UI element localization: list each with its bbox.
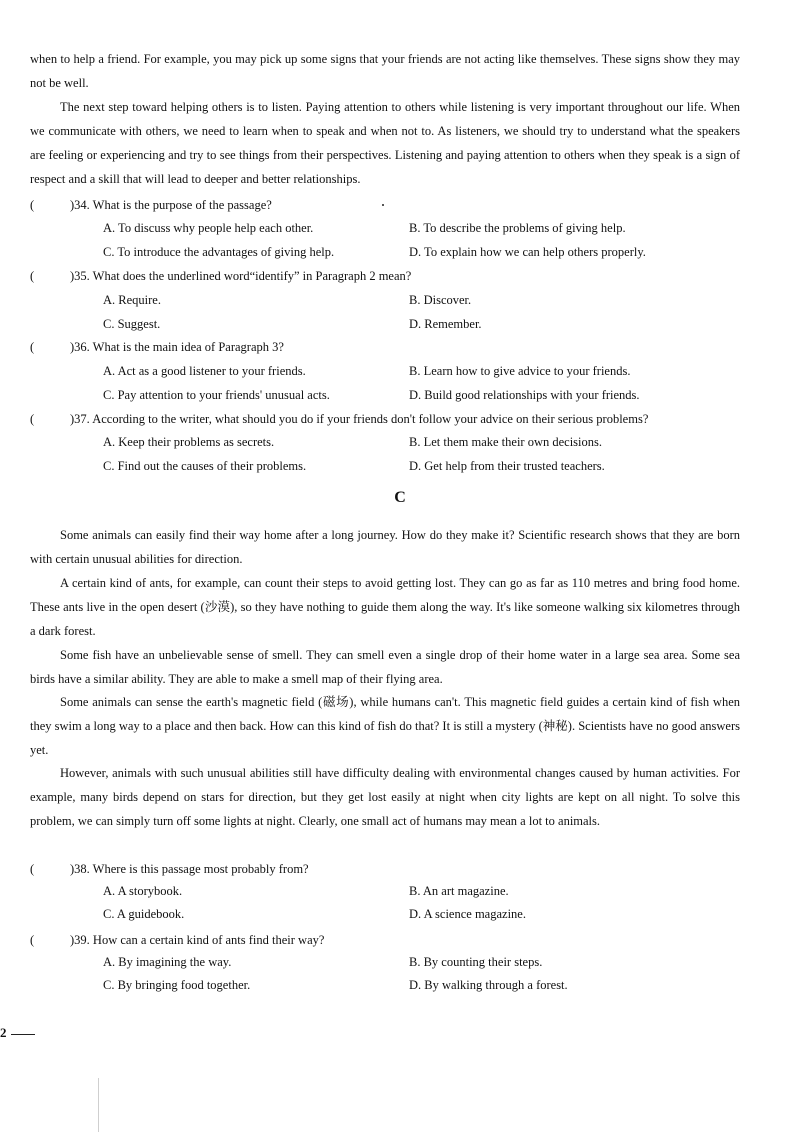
question-36-option-a: A. Act as a good listener to your friends. [103,364,306,378]
passage-c-paragraph-1: Some animals can easily find their way home after a long journey. How do they make it? Scientific research shows that they are born with certain unusual abilities for direction. [30,528,740,566]
question-36-option-b: B. Learn how to give advice to your friends. [409,364,631,378]
question-36-option-d: D. Build good relationships with your friends. [409,388,640,402]
question-36-option-c: C. Pay attention to your friends' unusual acts. [103,388,330,402]
question-35-stem: ( )35. What does the underlined word“identify” in Paragraph 2 mean? [30,269,412,283]
passage-c-paragraph-2: A certain kind of ants, for example, can count their steps to avoid getting lost. They can go as far as 110 metres and bring food home. These ants live in the open desert (沙漠), so they have nothing to guide them along the way. It's like someone walking six kilometres through a dark forest. [30,576,740,638]
question-37-option-a: A. Keep their problems as secrets. [103,435,275,449]
page-number: 2 [0,1025,35,1041]
question-34-option-b: B. To describe the problems of giving help. [409,221,626,235]
binding-line [98,1078,99,1132]
question-38-stem: ( )38. Where is this passage most probably from? [30,862,309,876]
page-number-dash [11,1034,35,1035]
passage-b-paragraph-2: The next step toward helping others is to listen. Paying attention to others while listening is very important throughout our life. When we communicate with others, we need to learn when to speak and when not to. As listeners, we should try to understand what the speakers are feeling or experiencing and try to see things from their perspectives. Listening and paying attention to others when they speak is a sign of respect and a skill that will lead to deeper and better relationships. [30,100,740,186]
question-38-option-a: A. A storybook. [103,884,183,898]
stray-dot [382,204,384,206]
question-35-option-c: C. Suggest. [103,317,161,331]
section-c-heading: C [394,489,406,506]
question-39-option-a: A. By imagining the way. [103,955,232,969]
question-36-stem: ( )36. What is the main idea of Paragraph 3? [30,340,284,354]
question-39-option-c: C. By bringing food together. [103,978,251,992]
question-35-option-a: A. Require. [103,293,161,307]
question-37-option-c: C. Find out the causes of their problems. [103,459,307,473]
question-34-option-a: A. To discuss why people help each other. [103,221,314,235]
question-35-option-b: B. Discover. [409,293,472,307]
question-39-option-b: B. By counting their steps. [409,955,543,969]
question-34-option-d: D. To explain how we can help others properly. [409,245,646,259]
passage-c-paragraph-5: However, animals with such unusual abilities still have difficulty dealing with environmental changes caused by human activities. For example, many birds depend on stars for direction, but they get lost easily at night when city lights are kept on all night. To solve this problem, we can simply turn off some lights at night. Clearly, one small act of humans may mean a lot to animals. [30,766,740,828]
passage-b-paragraph-1-tail: when to help a friend. For example, you may pick up some signs that your friends are not acting like themselves. These signs show they may not be well. [30,52,740,90]
passage-c-paragraph-3: Some fish have an unbelievable sense of smell. They can smell even a single drop of their home water in a large sea area. Some sea birds have a similar ability. They are able to make a smell map of their flying area. [30,648,740,686]
question-38-option-d: D. A science magazine. [409,907,526,921]
question-39-option-d: D. By walking through a forest. [409,978,568,992]
question-35-option-d: D. Remember. [409,317,482,331]
passage-c-paragraph-4: Some animals can sense the earth's magnetic field (磁场), while humans can't. This magnetic field guides a certain kind of fish when they swim a long way to a place and then back. How can this kind of fish do that? It is still a mystery (神秘). Scientists have no good answers yet. [30,695,740,757]
question-39-stem: ( )39. How can a certain kind of ants find their way? [30,933,325,947]
question-37-option-b: B. Let them make their own decisions. [409,435,603,449]
question-38-option-c: C. A guidebook. [103,907,185,921]
question-34-option-c: C. To introduce the advantages of giving help. [103,245,335,259]
question-37-stem: ( )37. According to the writer, what should you do if your friends don't follow your advice on their serious problems? [30,412,649,426]
question-34-stem: ( )34. What is the purpose of the passage? [30,198,272,212]
question-37-option-d: D. Get help from their trusted teachers. [409,459,605,473]
question-38-option-b: B. An art magazine. [409,884,509,898]
